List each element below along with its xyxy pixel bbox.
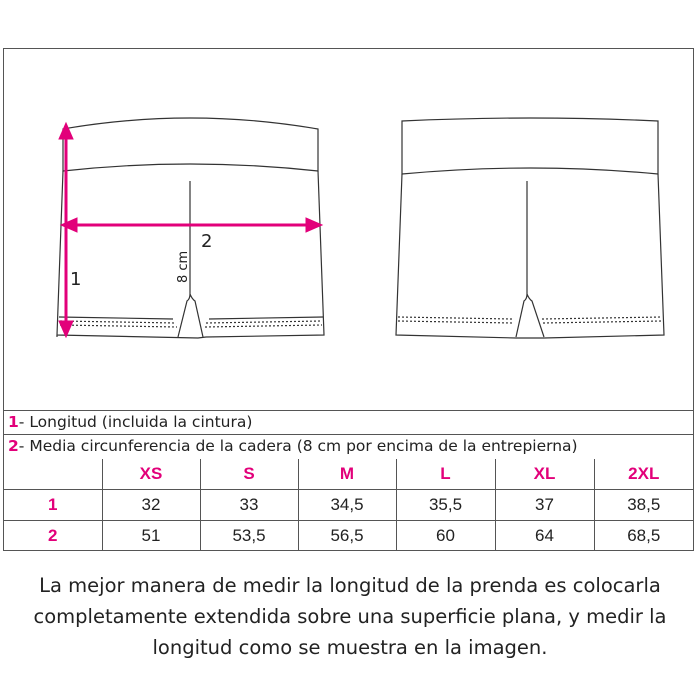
table-cell: 56,5 <box>298 521 396 552</box>
front-waistband-outline <box>63 118 318 171</box>
table-header-row <box>4 459 693 490</box>
length-arrow-head-top <box>59 123 73 139</box>
table-corner-cell <box>4 459 102 490</box>
table-cell: 53,5 <box>200 521 298 552</box>
legend-number: 1 <box>8 413 19 431</box>
front-hem-line <box>59 317 323 319</box>
legend-row-2 <box>4 434 693 456</box>
size-table <box>4 459 693 551</box>
back-crotch-seam <box>516 181 544 337</box>
shorts-diagram <box>4 49 693 411</box>
shorts-back-view <box>396 118 664 338</box>
table-cell: 68,5 <box>594 521 693 552</box>
back-waistband-outline <box>402 118 658 174</box>
row-label: 2 <box>4 521 102 552</box>
table-cell: 60 <box>396 521 495 552</box>
table-row <box>4 521 693 552</box>
legend-text: - Media circunferencia de la cadera (8 cm por encima de la entrepierna) <box>18 437 578 455</box>
size-header: S <box>200 459 298 490</box>
note-line: longitud como se muestra en la imagen. <box>152 636 548 659</box>
table-cell: 32 <box>102 490 200 521</box>
table-cell: 34,5 <box>298 490 396 521</box>
back-body-outline <box>396 174 664 338</box>
size-header: M <box>298 459 396 490</box>
legend-text: - Longitud (incluida la cintura) <box>18 413 253 431</box>
measure-1-label: 1 <box>70 269 82 290</box>
table-cell: 51 <box>102 521 200 552</box>
legend-number: 2 <box>8 437 19 455</box>
crotch-height-note: 8 cm <box>176 250 191 283</box>
table-cell: 37 <box>495 490 594 521</box>
size-header: L <box>396 459 495 490</box>
table-cell: 35,5 <box>396 490 495 521</box>
size-chart-frame <box>3 48 694 551</box>
hip-arrow-head-left <box>61 218 77 232</box>
table-cell: 64 <box>495 521 594 552</box>
size-header: 2XL <box>594 459 693 490</box>
table-cell: 33 <box>200 490 298 521</box>
size-header: XS <box>102 459 200 490</box>
table-row <box>4 490 693 521</box>
legend-row-1 <box>4 410 693 432</box>
front-hem-dashes <box>60 321 322 327</box>
row-label: 1 <box>4 490 102 521</box>
note-line: completamente extendida sobre una superficie plana, y medir la <box>33 605 667 628</box>
note-line: La mejor manera de medir la longitud de la prenda es colocarla <box>39 574 661 597</box>
back-hem-dashes <box>398 317 662 323</box>
measuring-note <box>0 570 700 663</box>
shorts-front-view <box>57 118 324 338</box>
table-cell: 38,5 <box>594 490 693 521</box>
size-header: XL <box>495 459 594 490</box>
measure-2-label: 2 <box>201 231 213 252</box>
